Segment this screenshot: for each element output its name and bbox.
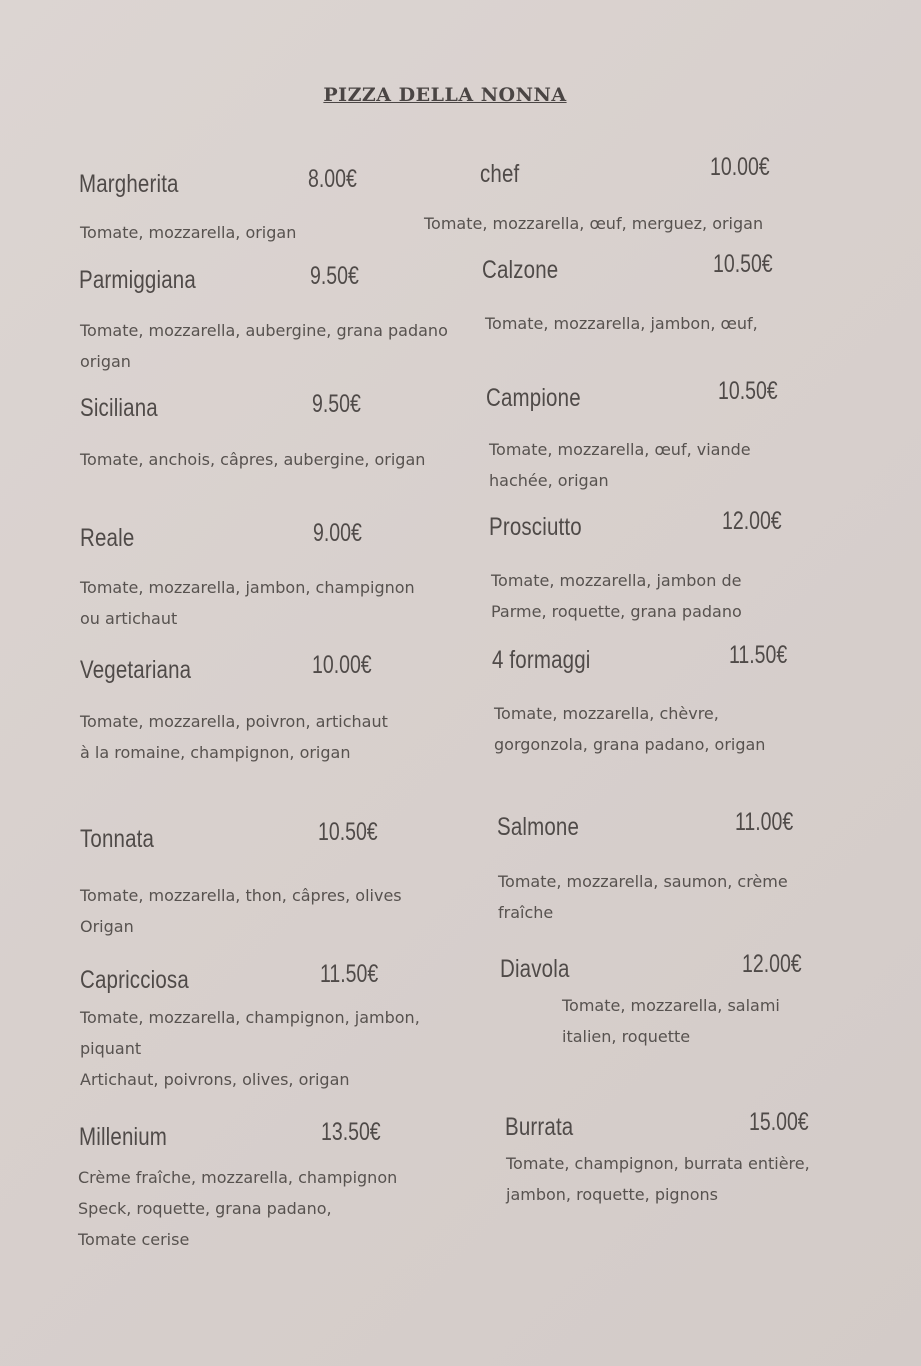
item-name: Siciliana [80,394,158,422]
item-name: Tonnata [80,825,155,853]
item-name: Diavola [500,955,570,983]
menu-item-vegetariana [80,656,216,685]
menu-item-siciliana [80,394,175,423]
description-line: Tomate, mozzarella, salami [562,996,780,1015]
menu-item-parmiggiana [79,266,222,295]
item-price: 8.00€ [308,165,357,193]
item-name: Margherita [79,170,179,198]
item-name: Parmiggiana [79,266,196,294]
description-line: Tomate, anchois, câpres, aubergine, origan [80,450,426,469]
description-line: hachée, origan [489,471,609,490]
item-name: chef [480,160,520,188]
description-line: Tomate, mozzarella, jambon, champignon [80,578,415,597]
item-name: Prosciutto [489,513,582,541]
description-line: à la romaine, champignon, origan [80,743,351,762]
item-name: Campione [486,384,581,412]
description-line: Tomate, mozzarella, œuf, viande [489,440,751,459]
item-description [562,990,780,1052]
item-description [489,434,751,496]
description-line: Tomate, mozzarella, origan [80,223,297,242]
description-line: Tomate, mozzarella, champignon, jambon, [80,1008,420,1027]
item-price: 11.00€ [735,808,794,836]
menu-item-millenium [79,1123,186,1152]
item-price: 10.50€ [718,377,778,405]
item-name: Calzone [482,256,559,284]
description-line: Artichaut, poivrons, olives, origan [80,1070,350,1089]
item-description [80,880,402,942]
menu-item-4-formaggi [492,646,612,675]
description-line: Tomate, mozzarella, jambon de [491,571,742,590]
description-line: Parme, roquette, grana padano [491,602,742,621]
item-price: 9.50€ [312,390,361,418]
description-line: origan [80,352,131,371]
item-price: 10.00€ [710,153,770,181]
item-price: 10.50€ [713,250,773,278]
item-price: 9.50€ [310,262,359,290]
description-line: Origan [80,917,134,936]
item-description [78,1162,397,1255]
description-line: Tomate, mozzarella, jambon, œuf, [485,314,758,333]
description-line: ou artichaut [80,609,178,628]
menu-item-calzone [482,256,575,285]
menu-item-diavola [500,955,585,984]
menu-item-campione [486,384,602,413]
description-line: Tomate, mozzarella, aubergine, grana padano [80,321,448,340]
item-price: 13.50€ [321,1118,381,1146]
item-name: Capricciosa [80,966,189,994]
menu-item-prosciutto [489,513,602,542]
item-price: 9.00€ [313,519,362,547]
item-name: Vegetariana [80,656,192,684]
description-line: Speck, roquette, grana padano, [78,1199,332,1218]
item-description [424,208,763,239]
item-name: Reale [80,524,135,552]
description-line: italien, roquette [562,1027,691,1046]
description-line: Tomate cerise [78,1230,190,1249]
item-description [80,217,296,248]
menu-item-capricciosa [80,966,213,995]
item-description [80,444,425,475]
menu-item-salmone [497,813,597,842]
description-line: Tomate, mozzarella, œuf, merguez, origan [424,214,764,233]
item-description [491,565,742,627]
item-description [506,1148,810,1210]
item-price: 11.50€ [729,641,788,669]
description-line: Tomate, mozzarella, chèvre, [494,704,719,723]
description-line: Tomate, mozzarella, thon, câpres, olives [80,886,402,905]
description-line: Tomate, mozzarella, poivron, artichaut [80,712,388,731]
item-name: Burrata [505,1113,574,1141]
item-description [80,706,388,768]
item-description [485,308,758,339]
description-line: fraîche [498,903,554,922]
menu-item-chef [480,160,528,189]
item-price: 12.00€ [722,507,782,535]
item-description [494,698,765,760]
item-price: 11.50€ [320,960,379,988]
menu-item-tonnata [80,825,170,854]
item-name: Millenium [79,1123,168,1151]
description-line: gorgonzola, grana padano, origan [494,735,766,754]
item-description [80,1002,420,1095]
item-description [498,866,788,928]
item-name: 4 formaggi [492,646,591,674]
menu-item-burrata [505,1113,588,1142]
item-price: 15.00€ [749,1108,809,1136]
description-line: Tomate, champignon, burrata entière, [506,1154,810,1173]
description-line: jambon, roquette, pignons [506,1185,718,1204]
item-price: 12.00€ [742,950,802,978]
menu-title: PIZZA DELLA NONNA [323,84,567,106]
item-description [80,572,415,634]
item-description [80,315,448,377]
item-price: 10.00€ [312,651,372,679]
menu-item-margherita [79,170,201,199]
description-line: Tomate, mozzarella, saumon, crème [498,872,788,891]
description-line: piquant [80,1039,142,1058]
item-name: Salmone [497,813,580,841]
item-price: 10.50€ [318,818,378,846]
menu-item-reale [80,524,146,553]
description-line: Crème fraîche, mozzarella, champignon [78,1168,398,1187]
